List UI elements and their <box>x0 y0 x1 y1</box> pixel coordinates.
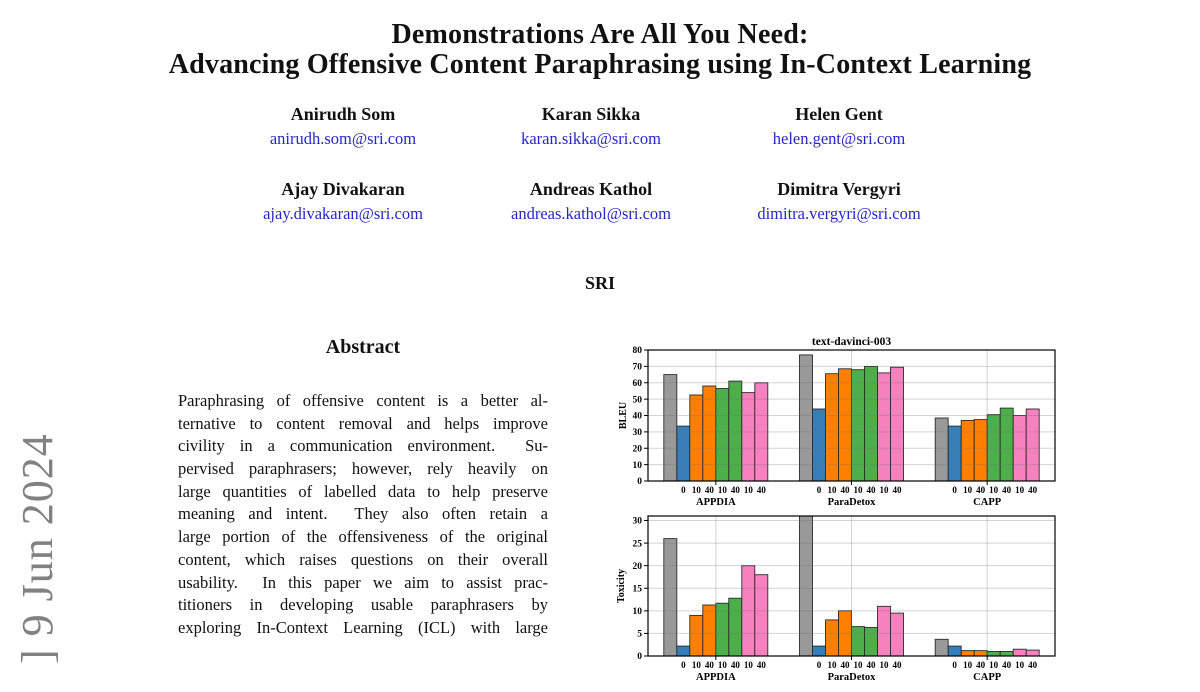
svg-text:0: 0 <box>637 477 642 488</box>
svg-text:60: 60 <box>632 378 642 389</box>
svg-text:0: 0 <box>681 485 686 495</box>
author-email-link[interactable]: helen.gent@sri.com <box>772 129 906 148</box>
svg-text:40: 40 <box>976 485 986 495</box>
svg-text:40: 40 <box>866 660 876 670</box>
svg-text:40: 40 <box>756 660 766 670</box>
abstract-line: exploring In-Context Learning (ICL) with large <box>178 617 548 637</box>
svg-text:20: 20 <box>632 561 642 572</box>
abstract-line: Paraphrasing of offensive content is a better al- <box>178 391 548 410</box>
svg-text:40: 40 <box>892 660 902 670</box>
svg-text:40: 40 <box>840 660 850 670</box>
author-block <box>223 103 463 149</box>
abstract-line: titioners in developing usable paraphrasers by <box>178 595 548 615</box>
svg-text:80: 80 <box>632 346 642 357</box>
svg-text:10: 10 <box>691 485 701 495</box>
author-block <box>223 178 463 224</box>
svg-text:40: 40 <box>1002 660 1012 670</box>
svg-text:40: 40 <box>1002 485 1012 495</box>
svg-text:20: 20 <box>632 444 642 455</box>
svg-text:10: 10 <box>879 485 889 495</box>
svg-text:40: 40 <box>1028 485 1038 495</box>
svg-text:25: 25 <box>632 539 642 550</box>
abstract-line: usability. In this paper we aim to assist prac- <box>178 572 548 592</box>
paper-title-line2: Advancing Offensive Content Paraphrasing using In-Context Learning <box>168 49 1032 80</box>
svg-text:10: 10 <box>963 485 973 495</box>
svg-text:40: 40 <box>704 660 714 670</box>
author-row-2 <box>223 178 959 224</box>
svg-text:10: 10 <box>879 660 889 670</box>
abstract-line: content, which raises questions on their overall <box>178 549 548 569</box>
author-name: Helen Gent <box>795 104 883 124</box>
affiliation: SRI <box>584 273 615 293</box>
figure-bleu-bar-chart <box>600 332 1080 514</box>
svg-text:BLEU: BLEU <box>618 401 629 430</box>
svg-text:10: 10 <box>827 485 837 495</box>
svg-text:40: 40 <box>866 485 876 495</box>
svg-text:text-davinci-003: text-davinci-003 <box>811 336 892 348</box>
svg-text:40: 40 <box>892 485 902 495</box>
svg-text:40: 40 <box>976 660 986 670</box>
svg-text:10: 10 <box>853 660 863 670</box>
author-name: Dimitra Vergyri <box>777 179 901 199</box>
author-email-link[interactable]: anirudh.som@sri.com <box>269 129 417 148</box>
svg-text:40: 40 <box>704 485 714 495</box>
author-name: Andreas Kathol <box>529 179 653 199</box>
arxiv-date-watermark: ] 9 Jun 2024 <box>13 433 62 664</box>
svg-text:10: 10 <box>743 660 753 670</box>
paper-title-line1: Demonstrations Are All You Need: <box>391 19 809 50</box>
abstract-line: meaning and intent. They also often retain a <box>178 504 548 524</box>
svg-text:30: 30 <box>632 428 642 439</box>
svg-text:40: 40 <box>840 485 850 495</box>
abstract-heading: Abstract <box>325 336 401 358</box>
abstract-line: large quantities of labelled data to help preserve <box>178 481 548 501</box>
svg-text:10: 10 <box>632 607 642 618</box>
svg-text:50: 50 <box>632 395 642 406</box>
svg-text:10: 10 <box>743 485 753 495</box>
svg-text:10: 10 <box>691 660 701 670</box>
svg-text:0: 0 <box>681 660 686 670</box>
svg-text:10: 10 <box>632 460 642 471</box>
svg-text:10: 10 <box>827 660 837 670</box>
author-name: Karan Sikka <box>541 104 641 124</box>
abstract-section <box>178 336 548 640</box>
author-email-link[interactable]: karan.sikka@sri.com <box>521 129 661 148</box>
svg-text:30: 30 <box>632 516 642 527</box>
svg-text:0: 0 <box>637 652 642 663</box>
author-email-link[interactable]: ajay.divakaran@sri.com <box>263 204 423 223</box>
figure-toxicity-bar-chart <box>600 500 1080 692</box>
svg-text:CAPP: CAPP <box>973 672 1002 683</box>
svg-text:10: 10 <box>717 485 727 495</box>
author-name: Ajay Divakaran <box>281 179 405 199</box>
svg-text:70: 70 <box>632 362 642 373</box>
svg-text:ParaDetox: ParaDetox <box>827 672 876 683</box>
abstract-line: civility in a communication environment. Su- <box>178 436 548 456</box>
author-block <box>471 103 711 149</box>
svg-text:40: 40 <box>730 660 740 670</box>
abstract-line: ternative to content removal and helps improve <box>178 413 548 433</box>
author-block <box>719 103 959 149</box>
svg-text:0: 0 <box>816 485 822 495</box>
svg-text:10: 10 <box>989 485 999 495</box>
svg-text:10: 10 <box>989 660 999 670</box>
author-block <box>719 178 959 224</box>
author-email-link[interactable]: dimitra.vergyri@sri.com <box>757 204 921 223</box>
svg-text:10: 10 <box>1015 485 1025 495</box>
svg-text:40: 40 <box>632 411 642 422</box>
author-name: Anirudh Som <box>290 104 396 124</box>
svg-text:0: 0 <box>952 660 957 670</box>
svg-text:40: 40 <box>730 485 740 495</box>
abstract-line: pervised paraphrasers; however, rely heavily on <box>178 459 548 479</box>
abstract-line: large portion of the offensiveness of the original <box>178 527 548 547</box>
svg-text:CAPP: CAPP <box>973 497 1002 508</box>
svg-text:APPDIA: APPDIA <box>695 672 736 683</box>
svg-text:40: 40 <box>1028 660 1038 670</box>
svg-text:10: 10 <box>717 660 727 670</box>
svg-text:40: 40 <box>756 485 766 495</box>
svg-text:5: 5 <box>637 629 642 640</box>
svg-text:APPDIA: APPDIA <box>695 497 736 508</box>
svg-text:ParaDetox: ParaDetox <box>827 497 876 508</box>
author-block <box>471 178 711 224</box>
author-email-link[interactable]: andreas.kathol@sri.com <box>511 204 671 223</box>
svg-text:Toxicity: Toxicity <box>616 568 627 604</box>
svg-text:0: 0 <box>952 485 957 495</box>
svg-text:10: 10 <box>853 485 863 495</box>
author-row-1 <box>223 103 959 149</box>
svg-text:15: 15 <box>632 584 642 595</box>
svg-text:10: 10 <box>1015 660 1025 670</box>
svg-text:10: 10 <box>963 660 973 670</box>
svg-text:0: 0 <box>816 660 822 670</box>
